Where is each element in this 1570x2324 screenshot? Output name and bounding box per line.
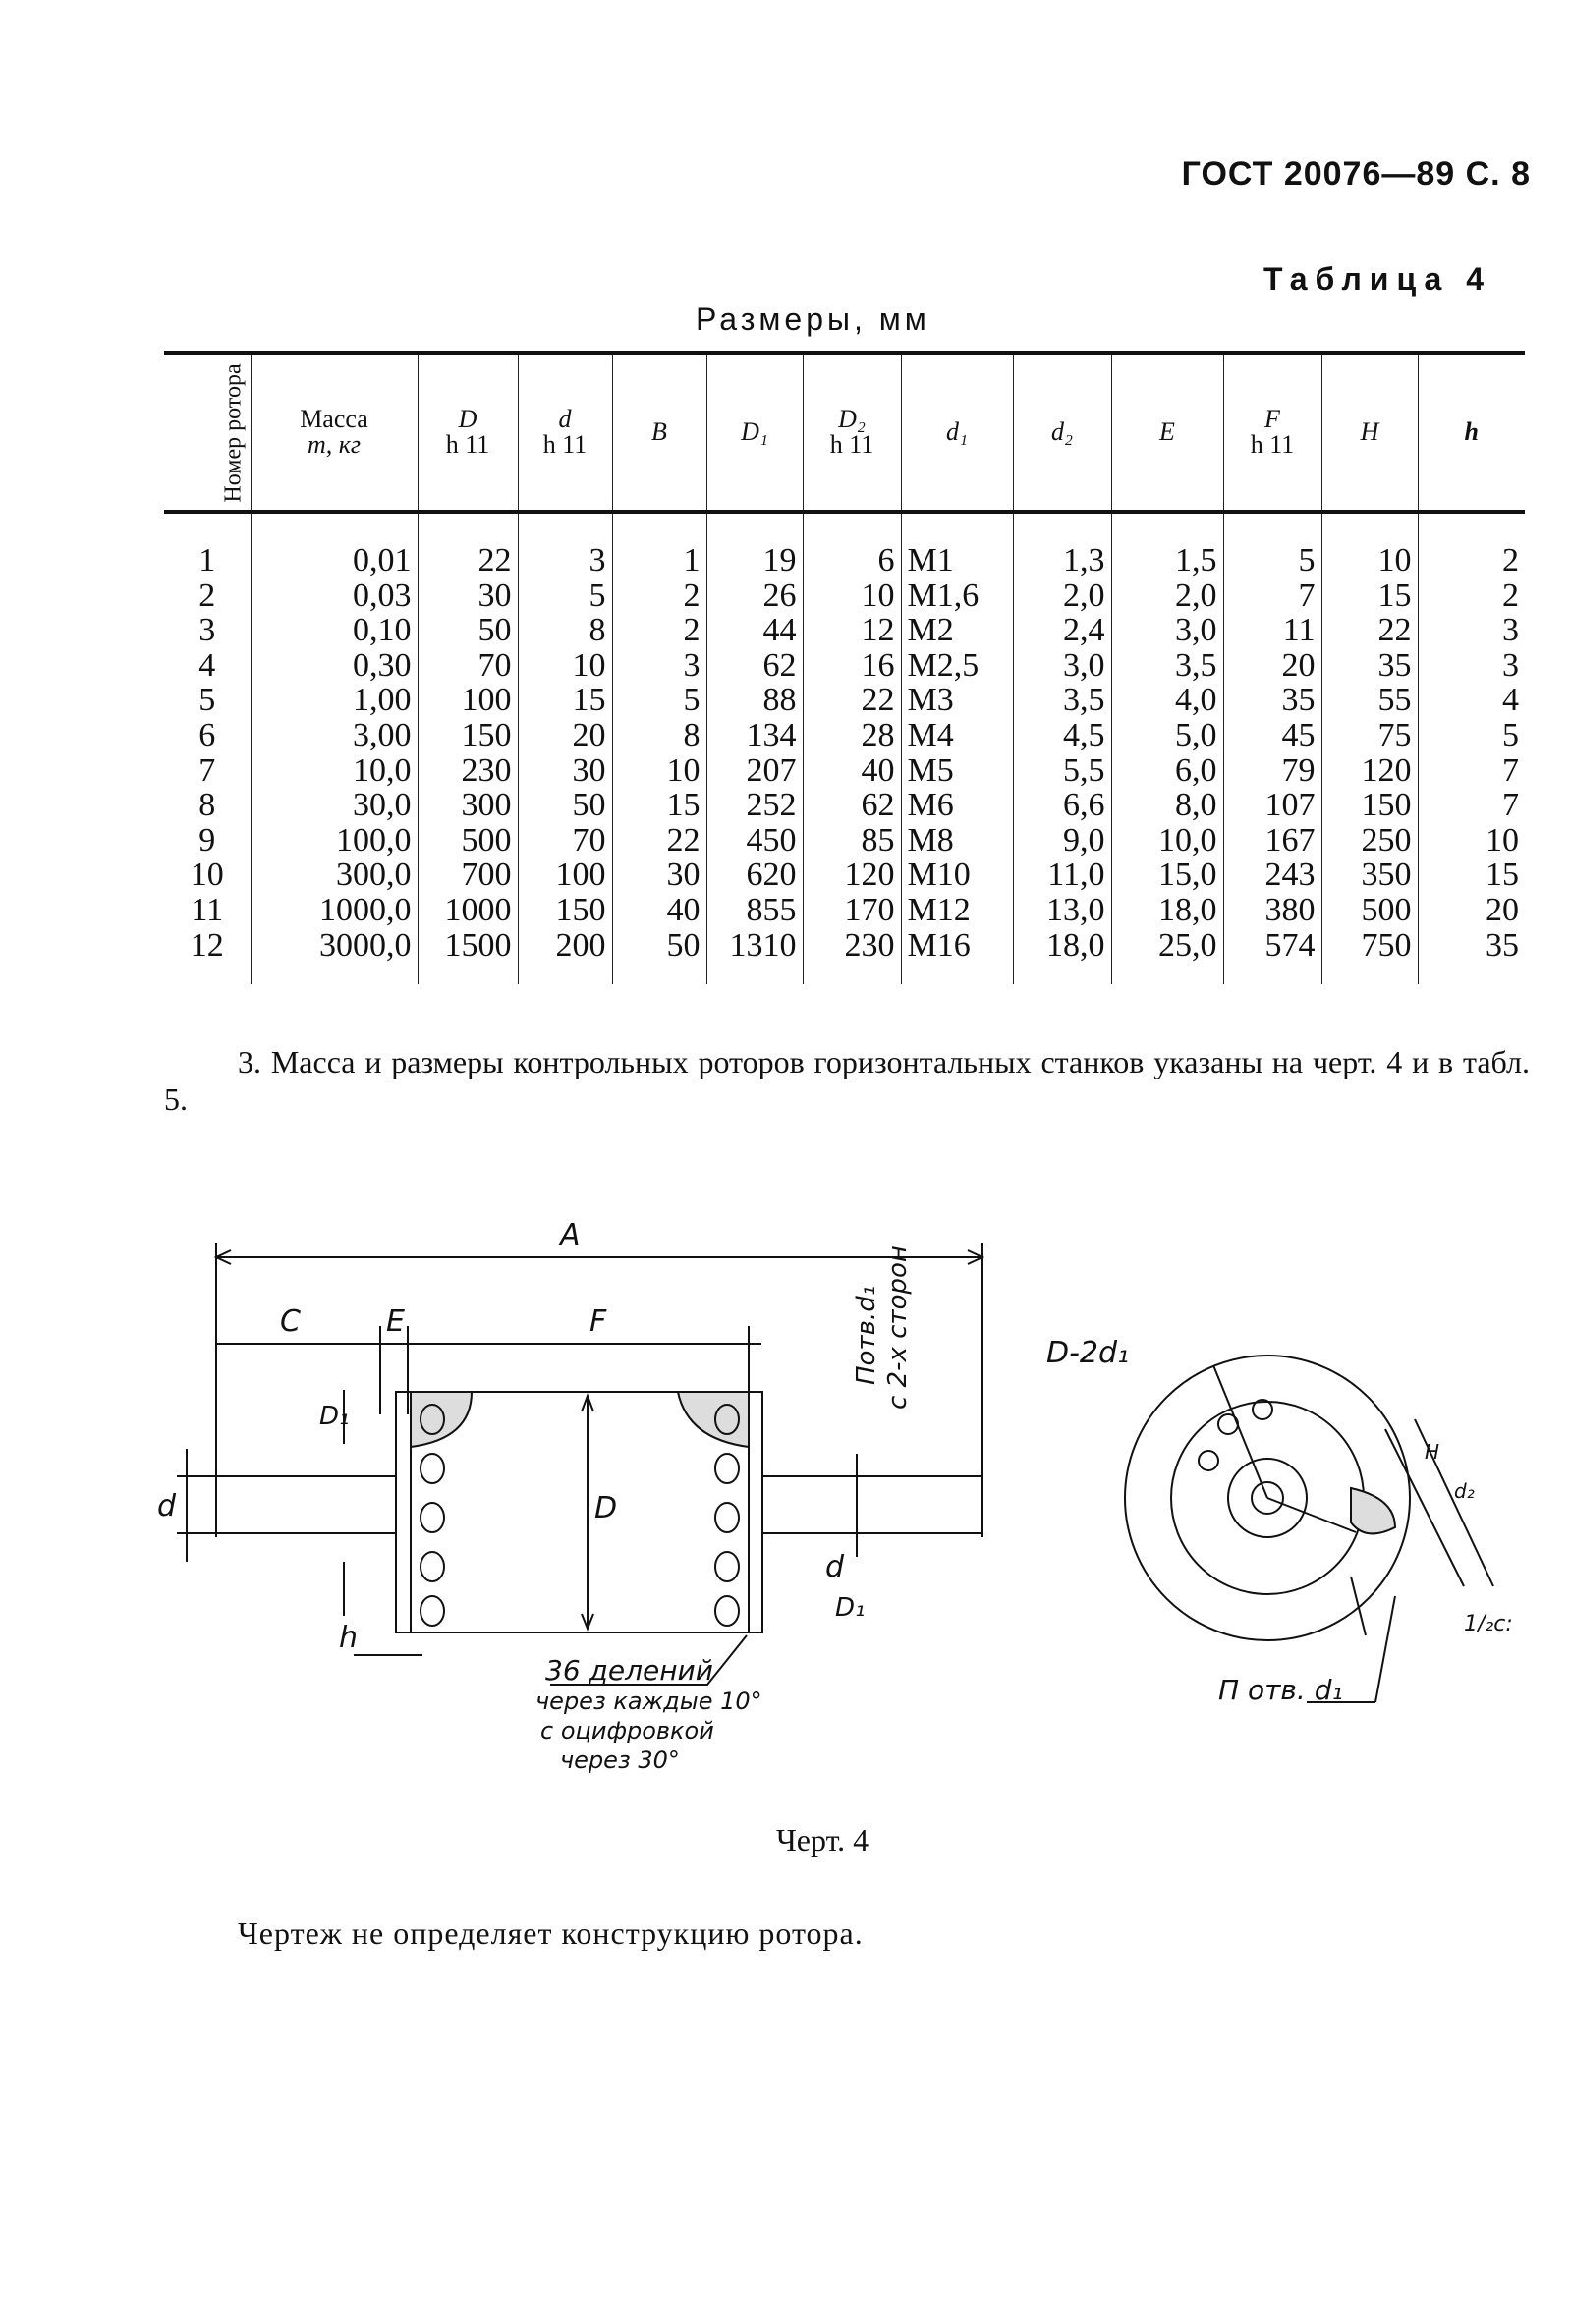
table-cell: 3 (1418, 648, 1525, 684)
col-header-d1: d₁ (901, 353, 1013, 512)
table-cell: M1,6 (901, 579, 1013, 614)
table-cell: 230 (803, 928, 901, 985)
table-cell: 20 (1418, 893, 1525, 928)
table-row (164, 823, 1525, 858)
table-cell: 350 (1321, 858, 1418, 893)
table-body (164, 512, 1525, 984)
table-cell: 75 (1321, 718, 1418, 753)
table-cell: M4 (901, 718, 1013, 753)
label-d-right: d (825, 1550, 845, 1584)
table-cell: 88 (706, 683, 803, 718)
table-cell: 85 (803, 823, 901, 858)
table-cell: 3 (612, 648, 706, 684)
col-header-mass: Масса m, кг (251, 353, 418, 512)
table-cell: 70 (418, 648, 518, 684)
table-cell: 170 (803, 893, 901, 928)
table-cell: 1310 (706, 928, 803, 985)
table-cell: 150 (418, 718, 518, 753)
table-cell: 500 (418, 823, 518, 858)
table-cell: 1,00 (251, 683, 418, 718)
label-F: F (589, 1304, 607, 1339)
table-cell: 4,0 (1111, 683, 1223, 718)
table-cell: M12 (901, 893, 1013, 928)
table-cell: 40 (612, 893, 706, 928)
table-row (164, 512, 1525, 579)
table-cell: 22 (1321, 613, 1418, 648)
table-cell: 300,0 (251, 858, 418, 893)
col-header-D2: D₂ h 11 (803, 353, 901, 512)
table-cell: 7 (1223, 579, 1321, 614)
table-cell: M2,5 (901, 648, 1013, 684)
table-cell: 79 (1223, 753, 1321, 789)
col-header-B: B (612, 353, 706, 512)
table-cell: 15,0 (1111, 858, 1223, 893)
table-row (164, 718, 1525, 753)
table-cell: 167 (1223, 823, 1321, 858)
end-view-label: D-2d₁ (1046, 1336, 1130, 1370)
table-cell: 620 (706, 858, 803, 893)
rotor-drawing (147, 1203, 1542, 1812)
figure-caption: Черт. 4 (776, 1822, 869, 1857)
scale-note-2: через каждые 10° (535, 1688, 762, 1715)
table-row (164, 858, 1525, 893)
table-cell: 5,5 (1013, 753, 1111, 789)
table-cell: 7 (1418, 788, 1525, 823)
table-cell: 2 (1418, 579, 1525, 614)
table-cell: 3,5 (1111, 648, 1223, 684)
table-cell: 62 (706, 648, 803, 684)
table-cell: 5 (612, 683, 706, 718)
table-cell: 1000,0 (251, 893, 418, 928)
table-row (164, 683, 1525, 718)
table-cell: M16 (901, 928, 1013, 985)
table-cell: 10 (190, 857, 224, 894)
table-cell: 3,0 (1111, 613, 1223, 648)
table-cell: 150 (1321, 788, 1418, 823)
table-cell: 300 (418, 788, 518, 823)
table-cell: 30 (518, 753, 612, 789)
scale-note-3: с оцифровкой (540, 1717, 714, 1744)
col-header-h: h (1418, 353, 1525, 512)
table-cell: 12 (190, 926, 224, 964)
table-cell: M5 (901, 753, 1013, 789)
table-cell: 120 (803, 858, 901, 893)
table-cell: 100 (518, 858, 612, 893)
col-header-rotor: Номер ротора (164, 353, 251, 512)
table-cell: 5 (1418, 718, 1525, 753)
left-shaft (216, 1476, 396, 1533)
table-cell: 5,0 (1111, 718, 1223, 753)
table-cell: 0,03 (251, 579, 418, 614)
table-row (164, 613, 1525, 648)
scale-note-4: через 30° (560, 1746, 680, 1774)
label-D1-top: D₁ (319, 1402, 350, 1431)
table-cell: 380 (1223, 893, 1321, 928)
table-cell: 16 (803, 648, 901, 684)
table-cell: 20 (1223, 648, 1321, 684)
col-header-F: F h 11 (1223, 353, 1321, 512)
col-header-d2: d₂ (1013, 353, 1111, 512)
table-cell: 22 (803, 683, 901, 718)
table-cell: 134 (706, 718, 803, 753)
table-cell: 20 (518, 718, 612, 753)
table-cell: M6 (901, 788, 1013, 823)
end-view (1125, 1356, 1493, 1702)
table-cell: 250 (1321, 823, 1418, 858)
table-cell: 2,0 (1111, 579, 1223, 614)
table-cell: 10 (612, 753, 706, 789)
table-cell: 1 (198, 542, 216, 579)
table-cell: 15 (1418, 858, 1525, 893)
table-cell: 4 (1418, 683, 1525, 718)
table-cell: 0,10 (251, 613, 418, 648)
table-cell: 62 (803, 788, 901, 823)
label-holes-1: Потв.d₁ (852, 1285, 881, 1385)
label-E: E (386, 1304, 405, 1339)
table-cell: 3 (518, 512, 612, 579)
table-cell: 35 (1223, 683, 1321, 718)
table-cell: 7 (198, 751, 216, 789)
table-cell: 2 (612, 579, 706, 614)
table-cell: 18,0 (1111, 893, 1223, 928)
table-cell: 150 (518, 893, 612, 928)
dimensions-table (164, 351, 1525, 984)
table-label: Таблица 4 (1262, 261, 1491, 297)
table-cell: 10,0 (1111, 823, 1223, 858)
table-cell: 5 (1223, 512, 1321, 579)
table-cell: 50 (518, 788, 612, 823)
table-cell: 6 (803, 512, 901, 579)
table-cell: 10 (518, 648, 612, 684)
table-cell: 243 (1223, 858, 1321, 893)
table-row (164, 893, 1525, 928)
table-cell: 6,6 (1013, 788, 1111, 823)
table-cell: 2,0 (1013, 579, 1111, 614)
table-cell: 11 (1223, 613, 1321, 648)
table-row (164, 579, 1525, 614)
table-cell: 15 (612, 788, 706, 823)
table-cell: 30 (612, 858, 706, 893)
table-cell: 450 (706, 823, 803, 858)
table-cell: 2 (1418, 512, 1525, 579)
end-view-holes-label: П отв. d₁ (1218, 1674, 1343, 1706)
table-header-row (164, 353, 1525, 512)
table-cell: 15 (518, 683, 612, 718)
paragraph-3: 3. Масса и размеры контрольных роторов горизонтальных станков указаны на черт. 4 и в табл. 5. (164, 1044, 1530, 1117)
table-cell: 30,0 (251, 788, 418, 823)
table-cell: M2 (901, 613, 1013, 648)
table-cell: 1000 (418, 893, 518, 928)
table-cell: 3 (1418, 613, 1525, 648)
table-cell: 22 (612, 823, 706, 858)
table-cell: 120 (1321, 753, 1418, 789)
table-cell: 100 (418, 683, 518, 718)
table-cell: 1500 (418, 928, 518, 985)
table-cell: 100,0 (251, 823, 418, 858)
table-cell: 10 (1418, 823, 1525, 858)
table-cell: 500 (1321, 893, 1418, 928)
table-cell: 700 (418, 858, 518, 893)
table-cell: 3000,0 (251, 928, 418, 985)
dimensions-table-container (164, 351, 1525, 984)
table-cell: 4 (198, 646, 216, 684)
table-cell: 22 (418, 512, 518, 579)
table-cell: 12 (803, 613, 901, 648)
col-header-D1: D₁ (706, 353, 803, 512)
table-cell: 55 (1321, 683, 1418, 718)
label-A: A (560, 1218, 581, 1252)
table-cell: 0,30 (251, 648, 418, 684)
table-cell: 13,0 (1013, 893, 1111, 928)
table-cell: 252 (706, 788, 803, 823)
label-d-left: d (157, 1489, 177, 1523)
table-cell: 1,5 (1111, 512, 1223, 579)
table-cell: 4,5 (1013, 718, 1111, 753)
table-cell: 207 (706, 753, 803, 789)
table-cell: 5 (198, 682, 216, 719)
label-dim-thread: 1/₂c: (1464, 1612, 1513, 1636)
scale-note-1: 36 делений (545, 1654, 713, 1687)
table-cell: 2,4 (1013, 613, 1111, 648)
table-cell: 8 (198, 787, 216, 824)
table-cell: 200 (518, 928, 612, 985)
label-D: D (594, 1491, 618, 1525)
table-cell: 2 (612, 613, 706, 648)
table-cell: 6 (198, 716, 216, 753)
table-cell: 8,0 (1111, 788, 1223, 823)
table-cell: 10 (1321, 512, 1418, 579)
table-cell: 3 (198, 612, 216, 649)
table-cell: 2 (198, 577, 216, 614)
label-h: h (339, 1621, 359, 1655)
col-header-E: E (1111, 353, 1223, 512)
table-cell: 50 (612, 928, 706, 985)
col-header-H: H (1321, 353, 1418, 512)
table-row (164, 753, 1525, 789)
table-cell: 1 (612, 512, 706, 579)
table-cell: 855 (706, 893, 803, 928)
right-shaft (762, 1476, 982, 1533)
table-cell: 35 (1321, 648, 1418, 684)
table-cell: 8 (612, 718, 706, 753)
table-cell: 44 (706, 613, 803, 648)
table-cell: 574 (1223, 928, 1321, 985)
table-cell: M1 (901, 512, 1013, 579)
table-caption: Размеры, мм (696, 302, 930, 337)
label-dim-H: H (1425, 1440, 1440, 1464)
table-cell: M8 (901, 823, 1013, 858)
table-cell: 35 (1418, 928, 1525, 985)
table-cell: 11 (191, 891, 224, 928)
table-cell: M10 (901, 858, 1013, 893)
table-cell: 8 (518, 613, 612, 648)
label-D1-bottom: D₁ (835, 1593, 866, 1623)
table-cell: M3 (901, 683, 1013, 718)
table-cell: 15 (1321, 579, 1418, 614)
drawing-note: Чертеж не определяет конструкцию ротора. (238, 1915, 864, 1951)
table-cell: 28 (803, 718, 901, 753)
table-cell: 3,5 (1013, 683, 1111, 718)
label-C: C (280, 1304, 301, 1339)
table-cell: 9,0 (1013, 823, 1111, 858)
table-cell: 107 (1223, 788, 1321, 823)
table-cell: 5 (518, 579, 612, 614)
table-cell: 19 (706, 512, 803, 579)
label-dim-d2: d₂ (1454, 1479, 1475, 1503)
col-header-d: d h 11 (518, 353, 612, 512)
table-cell: 9 (198, 821, 216, 858)
table-cell: 11,0 (1013, 858, 1111, 893)
table-row (164, 928, 1525, 985)
table-cell: 26 (706, 579, 803, 614)
table-cell: 3,0 (1013, 648, 1111, 684)
table-row (164, 648, 1525, 684)
table-cell: 750 (1321, 928, 1418, 985)
table-row (164, 788, 1525, 823)
table-cell: 45 (1223, 718, 1321, 753)
table-cell: 0,01 (251, 512, 418, 579)
table-cell: 40 (803, 753, 901, 789)
table-cell: 25,0 (1111, 928, 1223, 985)
table-cell: 18,0 (1013, 928, 1111, 985)
table-cell: 230 (418, 753, 518, 789)
table-cell: 3,00 (251, 718, 418, 753)
table-cell: 30 (418, 579, 518, 614)
col-header-D: D h 11 (418, 353, 518, 512)
table-cell: 10 (803, 579, 901, 614)
table-cell: 50 (418, 613, 518, 648)
table-cell: 7 (1418, 753, 1525, 789)
table-cell: 10,0 (251, 753, 418, 789)
table-cell: 70 (518, 823, 612, 858)
table-cell: 1,3 (1013, 512, 1111, 579)
label-holes-2: с 2-х сторон (883, 1245, 913, 1410)
page-header: ГОСТ 20076—89 С. 8 (1181, 155, 1531, 193)
table-cell: 6,0 (1111, 753, 1223, 789)
